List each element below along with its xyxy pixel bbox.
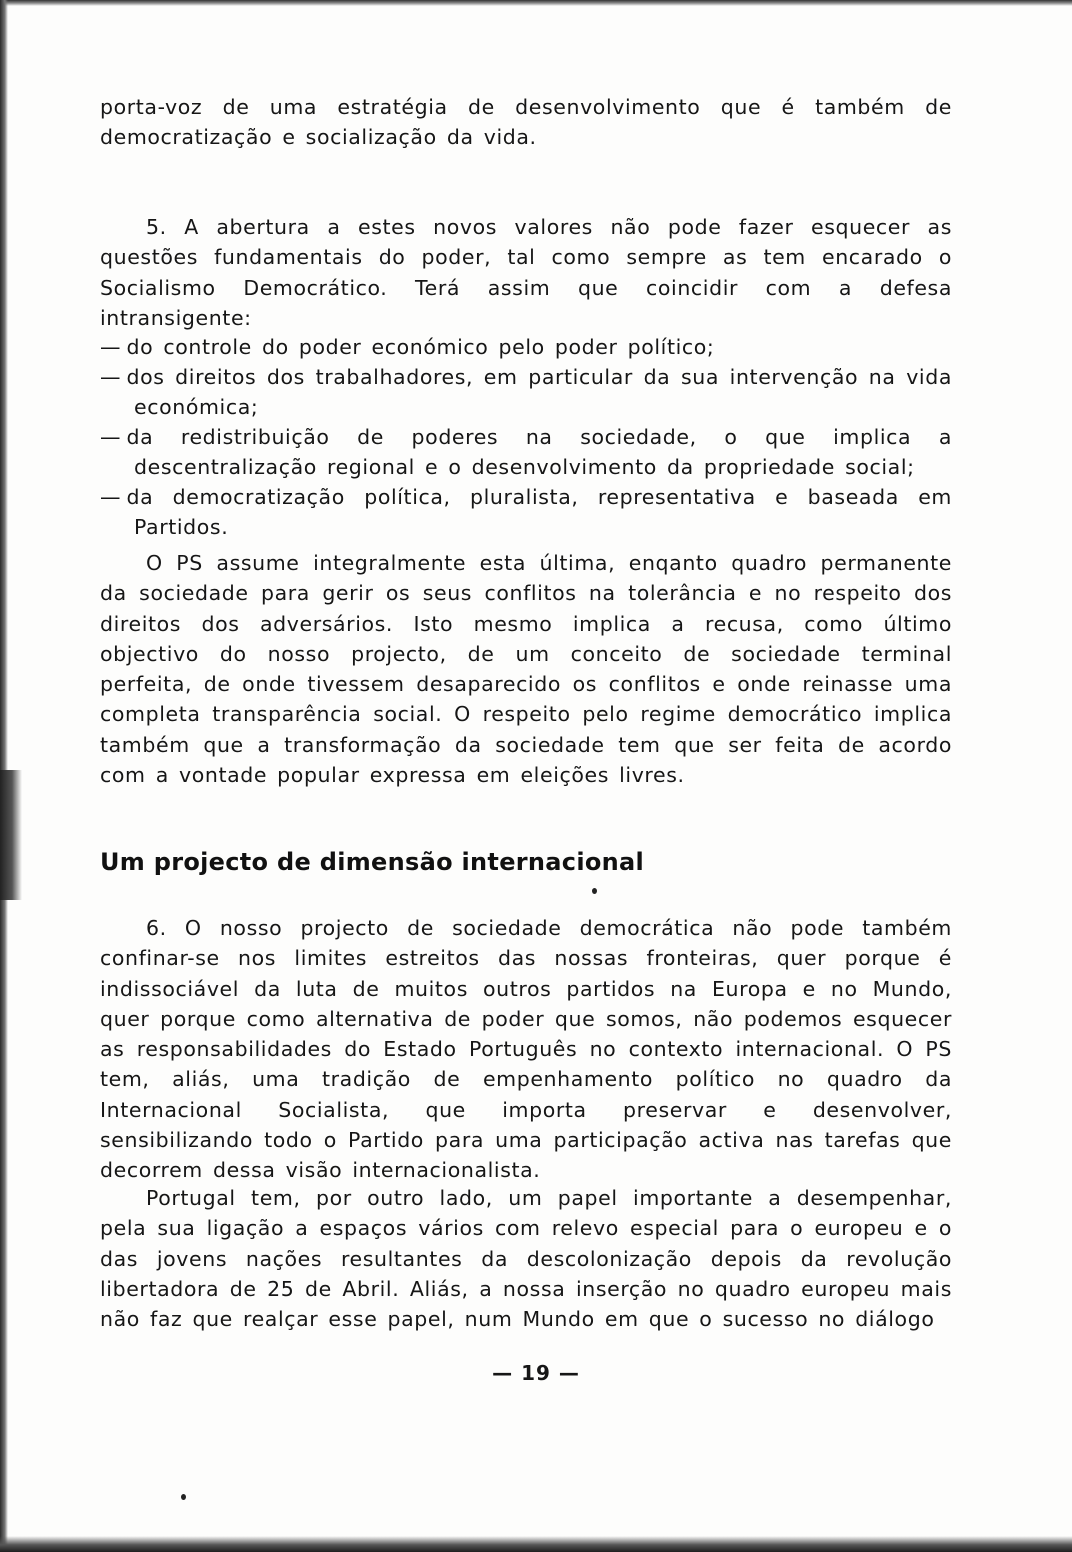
scan-binding-shadow bbox=[0, 770, 22, 900]
dash-bullet: — bbox=[100, 425, 121, 449]
ink-speck bbox=[181, 1494, 186, 1500]
dash-bullet: — bbox=[100, 335, 121, 359]
dash-bullet: — bbox=[100, 485, 121, 509]
list-item-text: dos direitos dos trabalhadores, em particular da sua intervenção na vida económica; bbox=[126, 365, 952, 420]
paragraph-ps: O PS assume integralmente esta última, enqanto quadro permanente da sociedade para gerir os seus conflitos na tolerância e no respeito dos direitos dos adversários. Isto mesmo implica a recusa, como último objectivo do nosso projecto, de um conceito de sociedade terminal perfeita, de onde tivessem desaparecido os conflitos e onde reinasse uma completa transparência social. O respeito pelo regime democrático implica também que a transformação da sociedade tem que ser feita de acordo com a vontade popular expressa em eleições livres. bbox=[100, 551, 952, 788]
section-heading: Um projecto de dimensão internacional bbox=[100, 848, 645, 876]
ink-speck bbox=[592, 888, 597, 894]
list-item bbox=[100, 422, 952, 483]
paragraph-portugal: Portugal tem, por outro lado, um papel importante a desempenhar, pela sua ligação a espaços vários com relevo especial para o europeu e o das jovens nações resultantes da descolonização depois da revolução libertadora de 25 de Abril. Aliás, a nossa inserção no quadro europeu mais não faz que realçar esse papel, num Mundo em que o sucesso no diálogo bbox=[100, 1186, 952, 1332]
scan-edge-top bbox=[0, 0, 1072, 6]
list-item-text: da democratização política, pluralista, representativa e baseada em Partidos. bbox=[126, 485, 952, 540]
scan-edge-bottom bbox=[0, 1536, 1072, 1552]
list-item-text: do controle do poder económico pelo poder político; bbox=[126, 335, 715, 359]
list-item bbox=[100, 362, 952, 423]
list-item bbox=[100, 332, 952, 362]
paragraph-intro: porta-voz de uma estratégia de desenvolvimento que é também de democratização e socialização da vida. bbox=[100, 95, 952, 150]
list-item bbox=[100, 482, 952, 543]
dash-bullet: — bbox=[100, 365, 121, 389]
list-item-text: da redistribuição de poderes na sociedade, o que implica a descentralização regional e o desenvolvimento da propriedade social; bbox=[126, 425, 952, 480]
paragraph-5: 5. A abertura a estes novos valores não pode fazer esquecer as questões fundamentais do poder, tal como sempre as tem encarado o Socialismo Democrático. Terá assim que coincidir com a defesa intransigente: bbox=[100, 215, 952, 330]
paragraph-6: 6. O nosso projecto de sociedade democrática não pode também confinar-se nos limites estreitos das nossas fronteiras, quer porque é indissociável da luta de muitos outros partidos na Europa e no Mundo, quer porque como alternativa de poder que somos, não podemos esquecer as responsabilidades do Estado Português no contexto internacional. O PS tem, aliás, uma tradição de empenhamento político no quadro da Internacional Socialista, que importa preservar e desenvolver, sensibilizando todo o Partido para uma participação activa nas tarefas que decorrem dessa visão internacionalista. bbox=[100, 916, 952, 1183]
page-number: — 19 — bbox=[492, 1361, 580, 1385]
